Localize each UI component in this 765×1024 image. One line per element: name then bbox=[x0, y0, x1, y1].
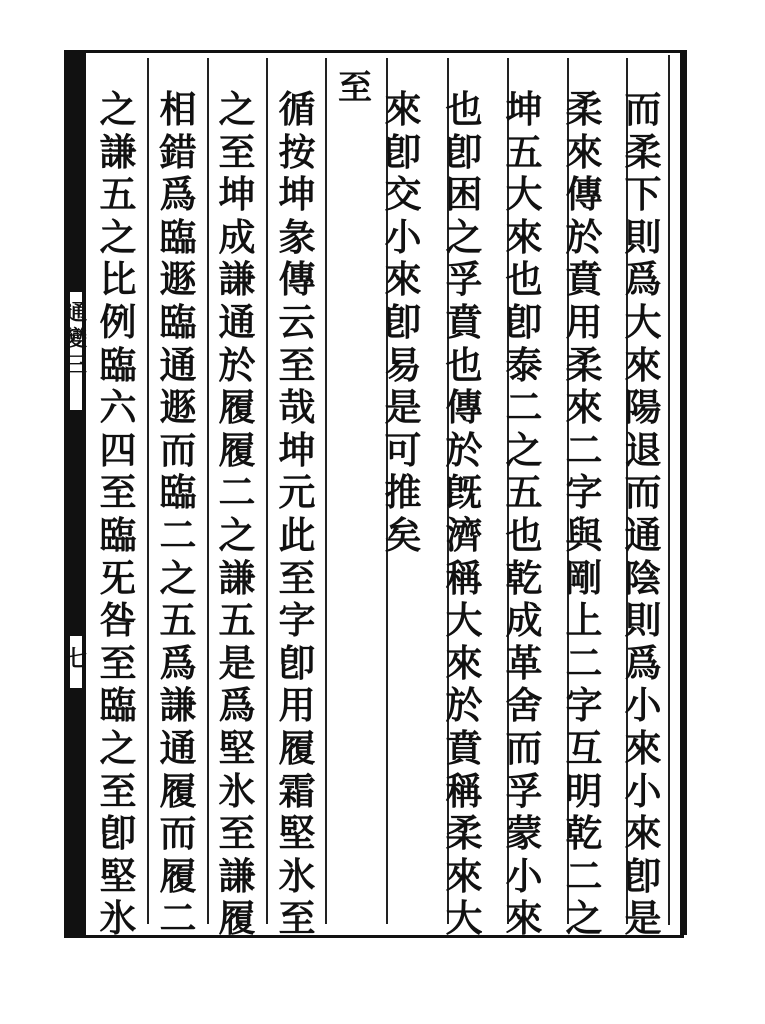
glyph: 五 bbox=[159, 598, 197, 643]
glyph: 履 bbox=[159, 853, 197, 898]
glyph: 柔 bbox=[445, 811, 483, 856]
glyph: 小 bbox=[624, 768, 662, 813]
glyph: 二 bbox=[565, 640, 603, 685]
glyph: 通 bbox=[159, 342, 197, 387]
glyph: 推 bbox=[384, 470, 422, 515]
glyph: 之 bbox=[445, 214, 483, 259]
glyph: 易 bbox=[384, 342, 422, 387]
glyph: 也 bbox=[505, 257, 543, 302]
glyph: 堅 bbox=[218, 725, 256, 770]
glyph: 剛 bbox=[565, 555, 603, 600]
glyph: 二 bbox=[505, 385, 543, 430]
glyph: 成 bbox=[505, 598, 543, 643]
glyph: 霜 bbox=[278, 768, 316, 813]
glyph: 卽 bbox=[445, 129, 483, 174]
glyph: 七 bbox=[64, 646, 87, 672]
glyph: 元 bbox=[278, 470, 316, 515]
glyph: 至 bbox=[99, 768, 137, 813]
text-column-7 bbox=[214, 88, 260, 940]
glyph: 至 bbox=[99, 470, 137, 515]
glyph: 稱 bbox=[445, 768, 483, 813]
glyph: 旣 bbox=[445, 470, 483, 515]
glyph: 用 bbox=[278, 683, 316, 728]
glyph: 履 bbox=[278, 725, 316, 770]
glyph: 履 bbox=[218, 896, 256, 941]
glyph: 遯 bbox=[159, 385, 197, 430]
glyph: 革 bbox=[505, 640, 543, 685]
glyph: 互 bbox=[565, 725, 603, 770]
glyph: 也 bbox=[445, 87, 483, 131]
glyph: 之 bbox=[505, 427, 543, 472]
glyph: 之 bbox=[99, 725, 137, 770]
glyph: 上 bbox=[565, 598, 603, 643]
glyph: 五 bbox=[505, 129, 543, 174]
glyph: 傳 bbox=[445, 385, 483, 430]
glyph: 小 bbox=[624, 683, 662, 728]
glyph: 變 bbox=[64, 326, 87, 352]
glyph: 卽 bbox=[384, 129, 422, 174]
glyph: 柔 bbox=[565, 87, 603, 131]
column-rule bbox=[207, 58, 209, 924]
glyph: 來 bbox=[565, 385, 603, 430]
glyph: 之 bbox=[99, 214, 137, 259]
glyph: 矣 bbox=[384, 512, 422, 557]
glyph: 小 bbox=[505, 853, 543, 898]
glyph: 乾 bbox=[565, 811, 603, 856]
glyph: 通 bbox=[624, 512, 662, 557]
glyph: 而 bbox=[624, 470, 662, 515]
glyph: 來 bbox=[624, 811, 662, 856]
glyph: 相 bbox=[159, 87, 197, 131]
glyph: 至 bbox=[278, 342, 316, 387]
glyph: 來 bbox=[505, 214, 543, 259]
glyph: 泰 bbox=[505, 342, 543, 387]
glyph: 氷 bbox=[278, 853, 316, 898]
glyph: 四 bbox=[99, 427, 137, 472]
glyph: 通 bbox=[218, 299, 256, 344]
glyph: 錯 bbox=[159, 129, 197, 174]
glyph: 遯 bbox=[159, 257, 197, 302]
glyph: 至 bbox=[278, 555, 316, 600]
glyph: 之 bbox=[565, 896, 603, 941]
glyph: 小 bbox=[384, 214, 422, 259]
column-rule bbox=[147, 58, 149, 924]
glyph: 謙 bbox=[159, 683, 197, 728]
glyph: 之 bbox=[218, 87, 256, 131]
glyph: 則 bbox=[624, 598, 662, 643]
glyph: 而 bbox=[505, 725, 543, 770]
fishtail-margin-bar bbox=[64, 50, 86, 935]
text-column-1 bbox=[620, 88, 666, 940]
glyph: 傳 bbox=[565, 172, 603, 217]
glyph: 孚 bbox=[505, 768, 543, 813]
margin-page-number bbox=[62, 646, 90, 672]
glyph: 之 bbox=[99, 87, 137, 131]
glyph: 例 bbox=[99, 299, 137, 344]
glyph: 堅 bbox=[278, 811, 316, 856]
glyph: 賁 bbox=[445, 299, 483, 344]
glyph: 爲 bbox=[159, 172, 197, 217]
glyph: 之 bbox=[218, 512, 256, 557]
margin-running-title bbox=[62, 300, 90, 378]
glyph: 成 bbox=[218, 214, 256, 259]
glyph: 來 bbox=[505, 896, 543, 941]
glyph: 卽 bbox=[278, 640, 316, 685]
glyph: 通 bbox=[159, 725, 197, 770]
glyph: 來 bbox=[384, 87, 422, 131]
glyph: 大 bbox=[505, 172, 543, 217]
text-column-6 bbox=[274, 88, 320, 940]
glyph: 坤 bbox=[278, 427, 316, 472]
glyph: 下 bbox=[624, 172, 662, 217]
glyph: 柔 bbox=[565, 342, 603, 387]
glyph: 爲 bbox=[624, 640, 662, 685]
glyph: 履 bbox=[159, 768, 197, 813]
glyph: 賁 bbox=[565, 257, 603, 302]
glyph: 通 bbox=[64, 300, 87, 326]
glyph: 而 bbox=[624, 87, 662, 131]
glyph: 是 bbox=[384, 385, 422, 430]
glyph: 臨 bbox=[99, 342, 137, 387]
glyph: 字 bbox=[565, 683, 603, 728]
glyph: 謙 bbox=[218, 257, 256, 302]
glyph: 咎 bbox=[99, 598, 137, 643]
glyph: 則 bbox=[624, 214, 662, 259]
glyph: 坤 bbox=[278, 172, 316, 217]
text-column-4 bbox=[441, 88, 487, 940]
glyph: 五 bbox=[218, 598, 256, 643]
glyph: 孚 bbox=[445, 257, 483, 302]
text-column-8 bbox=[155, 88, 201, 940]
glyph: 比 bbox=[99, 257, 137, 302]
glyph: 臨 bbox=[99, 512, 137, 557]
glyph: 爲 bbox=[218, 683, 256, 728]
glyph: 臨 bbox=[99, 683, 137, 728]
inner-border-right bbox=[668, 55, 670, 925]
text-column-2 bbox=[561, 88, 607, 940]
glyph: 卽 bbox=[505, 299, 543, 344]
glyph: 陰 bbox=[624, 555, 662, 600]
glyph: 履 bbox=[218, 427, 256, 472]
glyph: 至 bbox=[278, 896, 316, 941]
glyph: 來 bbox=[445, 640, 483, 685]
glyph: 至 bbox=[218, 129, 256, 174]
glyph: 於 bbox=[218, 342, 256, 387]
glyph: 至 bbox=[218, 811, 256, 856]
glyph: 困 bbox=[445, 172, 483, 217]
glyph: 大 bbox=[445, 896, 483, 941]
glyph: 用 bbox=[565, 299, 603, 344]
glyph: 來 bbox=[624, 725, 662, 770]
glyph: 二 bbox=[565, 427, 603, 472]
glyph: 陽 bbox=[624, 385, 662, 430]
glyph: 氷 bbox=[218, 768, 256, 813]
glyph: 賁 bbox=[445, 725, 483, 770]
glyph: 坤 bbox=[505, 87, 543, 131]
glyph: 傳 bbox=[278, 257, 316, 302]
glyph: 交 bbox=[384, 172, 422, 217]
outer-border-right bbox=[680, 50, 687, 935]
glyph: 三 bbox=[64, 352, 87, 378]
glyph: 旡 bbox=[99, 555, 137, 600]
glyph: 大 bbox=[445, 598, 483, 643]
glyph: 也 bbox=[445, 342, 483, 387]
glyph: 二 bbox=[159, 512, 197, 557]
glyph: 字 bbox=[565, 470, 603, 515]
glyph: 坤 bbox=[218, 172, 256, 217]
glyph: 此 bbox=[278, 512, 316, 557]
glyph: 大 bbox=[624, 299, 662, 344]
glyph: 稱 bbox=[445, 555, 483, 600]
glyph: 濟 bbox=[445, 512, 483, 557]
glyph: 之 bbox=[159, 555, 197, 600]
glyph: 按 bbox=[278, 129, 316, 174]
glyph: 臨 bbox=[159, 470, 197, 515]
glyph: 於 bbox=[445, 427, 483, 472]
glyph: 謙 bbox=[218, 555, 256, 600]
glyph: 云 bbox=[278, 299, 316, 344]
glyph: 是 bbox=[218, 640, 256, 685]
glyph: 循 bbox=[278, 87, 316, 131]
glyph: 舍 bbox=[505, 683, 543, 728]
glyph: 來 bbox=[445, 853, 483, 898]
glyph: 五 bbox=[505, 470, 543, 515]
glyph: 於 bbox=[445, 683, 483, 728]
glyph: 柔 bbox=[624, 129, 662, 174]
glyph: 可 bbox=[384, 427, 422, 472]
glyph: 爲 bbox=[624, 257, 662, 302]
glyph: 明 bbox=[565, 768, 603, 813]
column-rule bbox=[266, 58, 268, 924]
glyph: 是 bbox=[624, 896, 662, 941]
glyph: 堅 bbox=[99, 853, 137, 898]
glyph: 臨 bbox=[159, 214, 197, 259]
text-column-3 bbox=[501, 88, 547, 940]
glyph: 而 bbox=[159, 811, 197, 856]
glyph: 彖 bbox=[278, 214, 316, 259]
glyph: 退 bbox=[624, 427, 662, 472]
glyph: 二 bbox=[159, 896, 197, 941]
glyph: 也 bbox=[505, 512, 543, 557]
glyph: 來 bbox=[624, 342, 662, 387]
glyph: 五 bbox=[99, 172, 137, 217]
glyph: 與 bbox=[565, 512, 603, 557]
glyph: 來 bbox=[565, 129, 603, 174]
glyph: 而 bbox=[159, 427, 197, 472]
glyph: 卽 bbox=[384, 299, 422, 344]
glyph: 臨 bbox=[159, 299, 197, 344]
glyph: 蒙 bbox=[505, 811, 543, 856]
glyph: 哉 bbox=[278, 385, 316, 430]
glyph: 字 bbox=[278, 598, 316, 643]
glyph: 六 bbox=[99, 385, 137, 430]
section-heading: 至 bbox=[338, 68, 372, 108]
glyph: 於 bbox=[565, 214, 603, 259]
glyph: 謙 bbox=[99, 129, 137, 174]
glyph: 卽 bbox=[624, 853, 662, 898]
glyph: 氷 bbox=[99, 896, 137, 941]
glyph: 二 bbox=[218, 470, 256, 515]
text-column-5 bbox=[380, 88, 426, 557]
glyph: 爲 bbox=[159, 640, 197, 685]
glyph: 履 bbox=[218, 385, 256, 430]
glyph: 乾 bbox=[505, 555, 543, 600]
glyph: 二 bbox=[565, 853, 603, 898]
glyph: 來 bbox=[384, 257, 422, 302]
glyph: 至 bbox=[99, 640, 137, 685]
glyph: 謙 bbox=[218, 853, 256, 898]
text-column-9 bbox=[95, 88, 141, 940]
column-rule bbox=[325, 58, 327, 924]
glyph: 卽 bbox=[99, 811, 137, 856]
